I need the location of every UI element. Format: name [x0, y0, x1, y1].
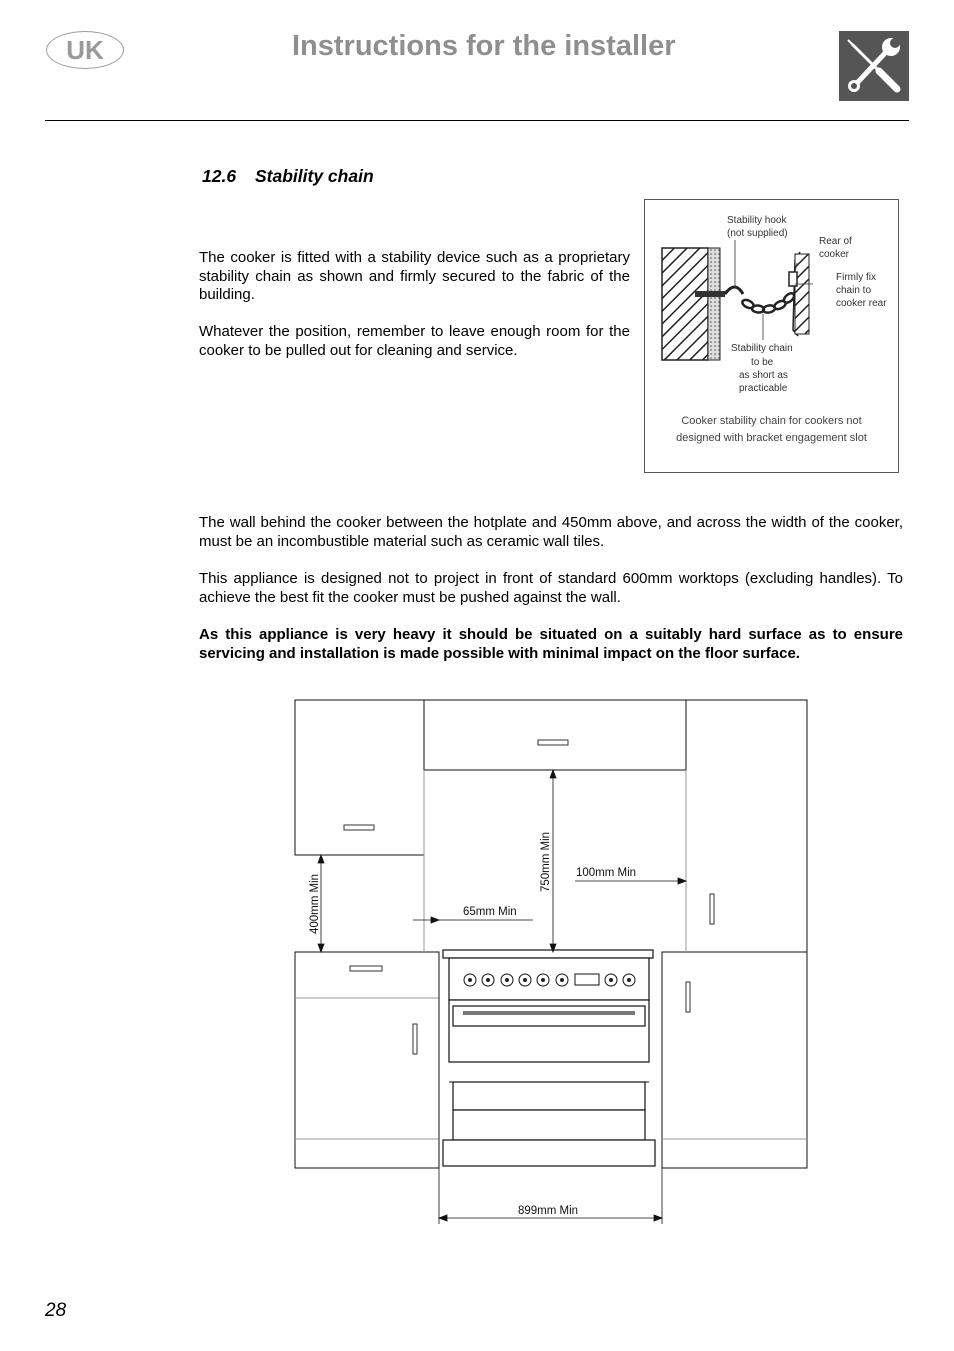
label-cooker-rear: cooker rear [836, 298, 887, 309]
dimension-100mm: 100mm Min [576, 867, 637, 879]
tools-icon [839, 31, 909, 101]
dimension-750mm: 750mm Min [540, 831, 552, 892]
figure-caption-line-1: Cooker stability chain for cookers not [681, 415, 862, 427]
paragraph-stability-device: The cooker is fitted with a stability device such as a proprietary stability chain as shown and firmly secured to the fabric of the building. [199, 249, 630, 303]
label-stability-hook: Stability hook [727, 215, 787, 226]
label-not-supplied: (not supplied) [727, 228, 788, 239]
paragraph-incombustible-wall: The wall behind the cooker between the hotplate and 450mm above, and across the width of the cooker, must be an incombustible material such as ceramic wall tiles. [199, 514, 903, 550]
stability-chain-figure [644, 199, 899, 473]
figure-caption-line-2: designed with bracket engagement slot [676, 432, 867, 444]
dimension-899mm: 899mm Min [518, 1205, 579, 1217]
label-firmly-fix: Firmly fix [836, 272, 876, 283]
label-chain-to: chain to [836, 285, 872, 296]
page-number: 28 [45, 1300, 67, 1321]
label-as-short-as: as short as [739, 370, 788, 381]
dimension-65mm: 65mm Min [463, 906, 517, 918]
label-cooker: cooker [819, 249, 850, 260]
label-to-be: to be [751, 357, 774, 368]
label-rear-of: Rear of [819, 236, 852, 247]
dimension-400mm: 400mm Min [309, 873, 321, 934]
paragraph-pull-out-room: Whatever the position, remember to leave enough room for the cooker to be pulled out for cleaning and service. [199, 323, 630, 359]
section-heading [202, 166, 374, 187]
installation-clearance-diagram [293, 698, 810, 1226]
uk-badge: UK [46, 31, 124, 69]
page-title: Instructions for the installer [292, 30, 676, 62]
paragraph-worktop-fit: This appliance is designed not to project in front of standard 600mm worktops (excluding handles). To achieve the best fit the cooker must be pushed against the wall. [199, 570, 903, 606]
header-divider [45, 120, 909, 121]
section-title: Stability chain [255, 166, 374, 186]
label-stability-chain: Stability chain [731, 343, 793, 354]
label-practicable: practicable [739, 383, 788, 394]
paragraph-heavy-warning: As this appliance is very heavy it should be situated on a suitably hard surface as to ensure servicing and installation is made possible with minimal impact on the floor surface. [199, 626, 903, 662]
section-number: 12.6 [202, 166, 237, 186]
